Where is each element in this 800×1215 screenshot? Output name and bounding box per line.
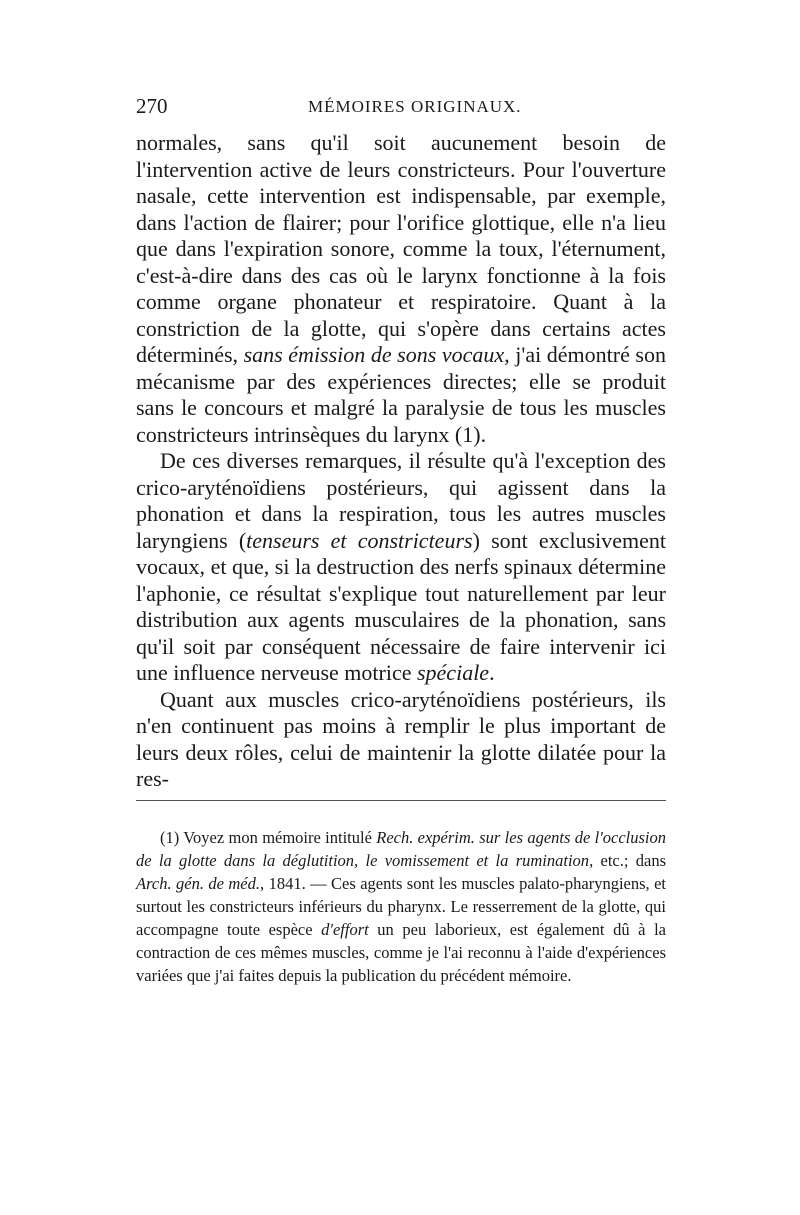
paragraph-2: De ces diverses remarques, il résulte qu'à l'exception des crico-aryténoïdiens postérieurs, qui agissent dans la phonation et dans la respiration, tous les autres muscles laryngiens (tenseurs et constricteurs) sont exclusivement vocaux, et que, si la destruction des nerfs spinaux détermine l'aphonie, ce résultat s'explique tout naturellement par leur distribution aux agents musculaires de la phonation, sans qu'il soit par conséquent nécessaire de faire intervenir ici une influence nerveuse motrice spéciale.	[136, 448, 666, 685]
footnote-effort: d'effort	[321, 920, 369, 939]
running-title: MÉMOIRES ORIGINAUX.	[308, 97, 522, 116]
emphasis-speciale: spéciale	[416, 660, 490, 685]
page-number: 270	[136, 94, 168, 118]
emphasis-tenseurs: tenseurs et constricteurs	[246, 527, 473, 553]
footnote-text: (1) Voyez mon mémoire intitulé Rech. expérim. sur les agents de l'occlusion de la glotte dans la déglutition, le vomissement et la rumination, etc.; dans Arch. gén. de méd., 1841. — Ces agents sont les muscles palato-pharyngiens, et surtout les constricteurs inférieurs du pharynx. Le resserrement de la glotte, qui accompagne toute espèce d'effort un peu laborieux, est également dû à la contraction de ces mêmes muscles, comme je l'ai reconnu à l'aide d'expériences variées que j'ai faites depuis la publication du précédent mémoire.	[136, 828, 667, 985]
footnote-divider	[136, 800, 666, 801]
paragraph-1: normales, sans qu'il soit aucunement besoin de l'intervention active de leurs constricteurs. Pour l'ouverture nasale, cette intervention est indispensable, par exemple, dans l'action de flairer; pour l'orifice glottique, elle n'a lieu que dans l'expiration sonore, comme la toux, l'éternument, c'est-à-dire dans des cas où le larynx fonctionne à la fois comme organe phonateur et respiratoire. Quant à la constriction de la glotte, qui s'opère dans certains actes déterminés, sans émission de sons vocaux, j'ai démontré son mécanisme par des expériences directes; elle se produit sans le concours et malgré la paralysie de tous les muscles constricteurs intrinsèques du larynx (1).	[136, 130, 666, 447]
footnote-title: Rech. expérim. sur les agents de l'occlusion de la glotte dans la déglutition, le vomissement et la rumination	[136, 828, 666, 870]
emphasis-sans-emission: sans émission de sons vocaux,	[243, 342, 510, 367]
paragraph-3: Quant aux muscles crico-aryténoïdiens postérieurs, ils n'en continuent pas moins à remplir le plus important de leurs deux rôles, celui de maintenir la glotte dilatée pour la res-	[136, 686, 666, 791]
page-header	[136, 94, 676, 124]
body-text	[136, 130, 666, 793]
footnote-journal: Arch. gén. de méd.	[136, 874, 261, 893]
footnote	[136, 826, 666, 987]
